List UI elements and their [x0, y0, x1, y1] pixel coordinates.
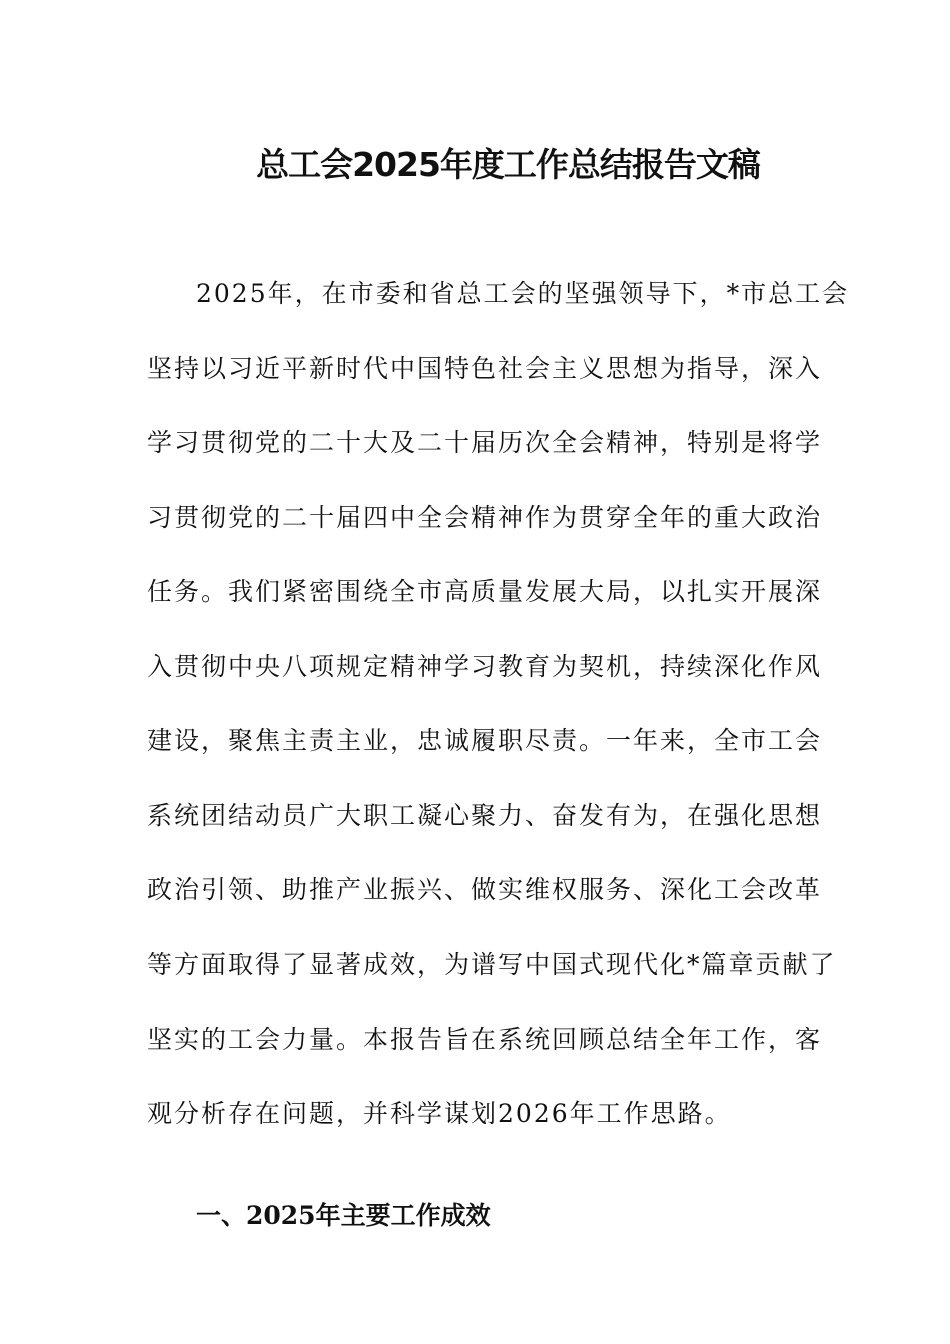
paragraph-line: 系统团结动员广大职工凝心聚力、奋发有为，在强化思想 — [147, 801, 823, 830]
paragraph-line: 观分析存在问题，并科学谋划2026年工作思路。 — [147, 1099, 732, 1128]
paragraph-line: 学习贯彻党的二十大及二十届历次全会精神，特别是将学 — [147, 428, 823, 457]
paragraph-line: 建设，聚焦主责主业，忠诚履职尽责。一年来，全市工会 — [147, 726, 823, 755]
paragraph-line: 任务。我们紧密围绕全市高质量发展大局，以扎实开展深 — [147, 577, 823, 606]
paragraph-line: 等方面取得了显著成效，为谱写中国式现代化*篇章贡献了 — [147, 950, 837, 979]
section-heading: 一、2025年主要工作成效 — [196, 1200, 491, 1230]
paragraph-line: 习贯彻党的二十届四中全会精神作为贯穿全年的重大政治 — [147, 503, 823, 532]
paragraph-line: 坚持以习近平新时代中国特色社会主义思想为指导，深入 — [147, 354, 823, 383]
paragraph-line: 政治引领、助推产业振兴、做实维权服务、深化工会改革 — [147, 875, 823, 904]
paragraph-line: 2025年，在市委和省总工会的坚强领导下，*市总工会 — [196, 279, 850, 308]
paragraph-line: 坚实的工会力量。本报告旨在系统回顾总结全年工作，客 — [147, 1025, 823, 1054]
document-title: 总工会2025年度工作总结报告文稿 — [256, 145, 760, 185]
paragraph-line: 入贯彻中央八项规定精神学习教育为契机，持续深化作风 — [147, 652, 823, 681]
